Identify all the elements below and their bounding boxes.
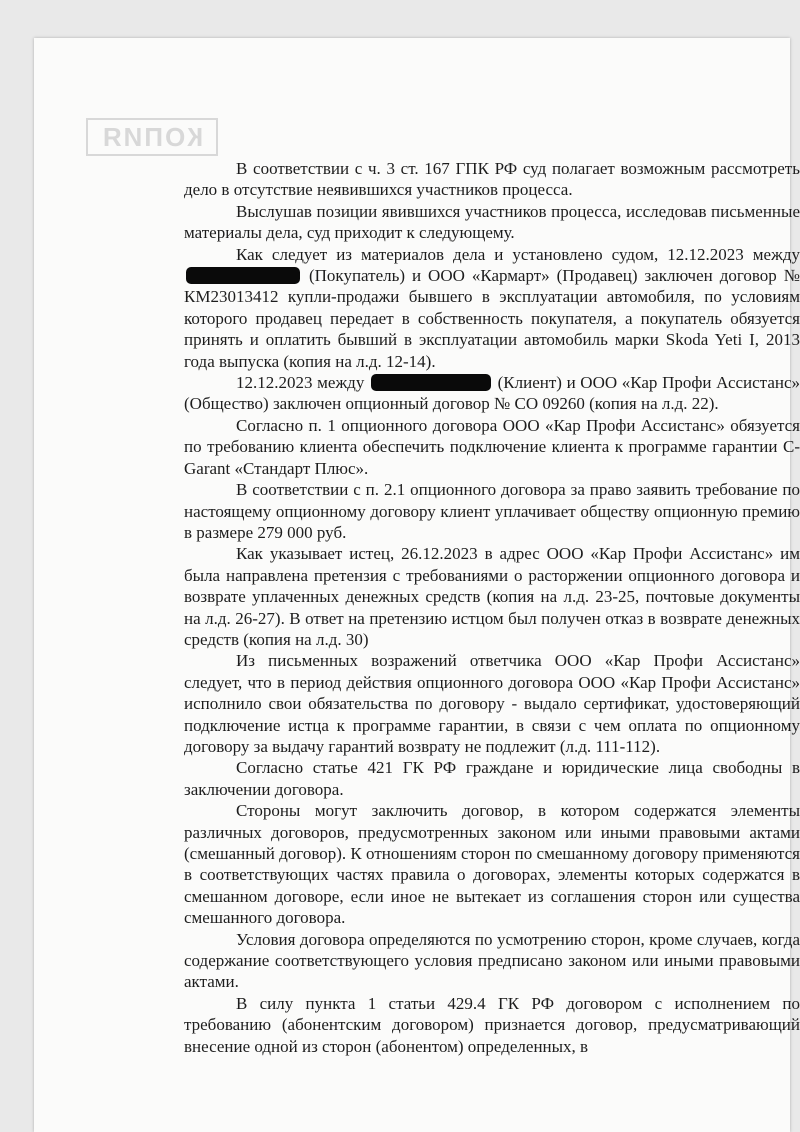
copy-stamp: КОПИЯ [86,118,218,156]
option-contract-text-end: (Клиент) и ООО «Кар Профи Ассистанс» (Общество) заключен опционный договор № СО 09260 (копия на л.д. 22). [184,373,800,414]
paragraph-purchase-contract [184,244,800,372]
purchase-contract-text-start: Как следует из материалов дела и установлено судом, 12.12.2023 между [236,244,800,264]
paragraph-objections: Из письменных возражений ответчика ООО «Кар Профи Ассистанс» следует, что в период действия опционного договора ООО «Кар Профи Ассистанс» исполнило свои обязательства по договору - выдало сертификат, удостоверяющий подключение истца к программе гарантии, в связи с чем оплата по опционному договору за выдачу гарантий возврату не подлежит (л.д. 111-112). [184,651,800,756]
document-body [184,158,800,1057]
paragraph-option-contract [184,372,800,415]
paragraph-article-429-4: В силу пункта 1 статьи 429.4 ГК РФ договором с исполнением по требованию (абонентским договором) признается договор, предусматривающий внесение одной из сторон (абонентом) определенных, в [184,993,800,1056]
paragraph-hearing: Выслушав позиции явившихся участников процесса, исследовав письменные материалы дела, суд приходит к следующему. [184,201,800,243]
document-page [34,38,800,1132]
paragraph-mixed-contract: Стороны могут заключить договор, в котором содержатся элементы различных договоров, предусмотренных законом или иными правовыми актами (смешанный договор). К отношениям сторон по смешанному договору применяются в соответствующих частях правила о договорах, элементы которых содержатся в смешанном договоре, если иное не вытекает из соглашения сторон или существа смешанного договора. [184,801,800,928]
paragraph-article-421: Согласно статье 421 ГК РФ граждане и юридические лица свободны в заключении договора. [184,758,800,799]
paragraph-contract-terms: Условия договора определяются по усмотрению сторон, кроме случаев, когда содержание соответствующего условия предписано законом или иными правовыми актами. [184,929,800,992]
option-contract-text-start: 12.12.2023 между [236,373,365,393]
purchase-contract-text-end: (Покупатель) и ООО «Кармарт» (Продавец) заключен договор № КМ23013412 купли-продажи бывшего в эксплуатации автомобиля, по условиям которого продавец передает в собственность покупателя, а покупатель обязуется принять и оплатить бывший в эксплуатации автомобиль марки Skoda Yeti I, 2013 года выпуска (копия на л.д. 12-14). [184,266,800,371]
paragraph-option-premium: В соответствии с п. 2.1 опционного договора за право заявить требование по настоящему опционному договору клиент уплачивает обществу опционную премию в размере 279 000 руб. [184,480,800,542]
paragraph-option-clause-1: Согласно п. 1 опционного договора ООО «Кар Профи Ассистанс» обязуется по требованию клиента обеспечить подключение клиента к программе гарантии C-Garant «Стандарт Плюс». [184,415,800,478]
redacted-name [186,267,300,284]
paragraph-claim: Как указывает истец, 26.12.2023 в адрес ООО «Кар Профи Ассистанс» им была направлена претензия с требованиями о расторжении опционного договора и возврате уплаченных денежных средств (копия на л.д. 23-25, почтовые документы на л.д. 26-27). В ответ на претензию истцом был получен отказ в возврате денежных средств (копия на л.д. 30) [184,544,800,649]
paragraph-absence: В соответствии с ч. 3 ст. 167 ГПК РФ суд полагает возможным рассмотреть дело в отсутствие неявившихся участников процесса. [184,159,800,200]
redacted-name [371,374,491,391]
